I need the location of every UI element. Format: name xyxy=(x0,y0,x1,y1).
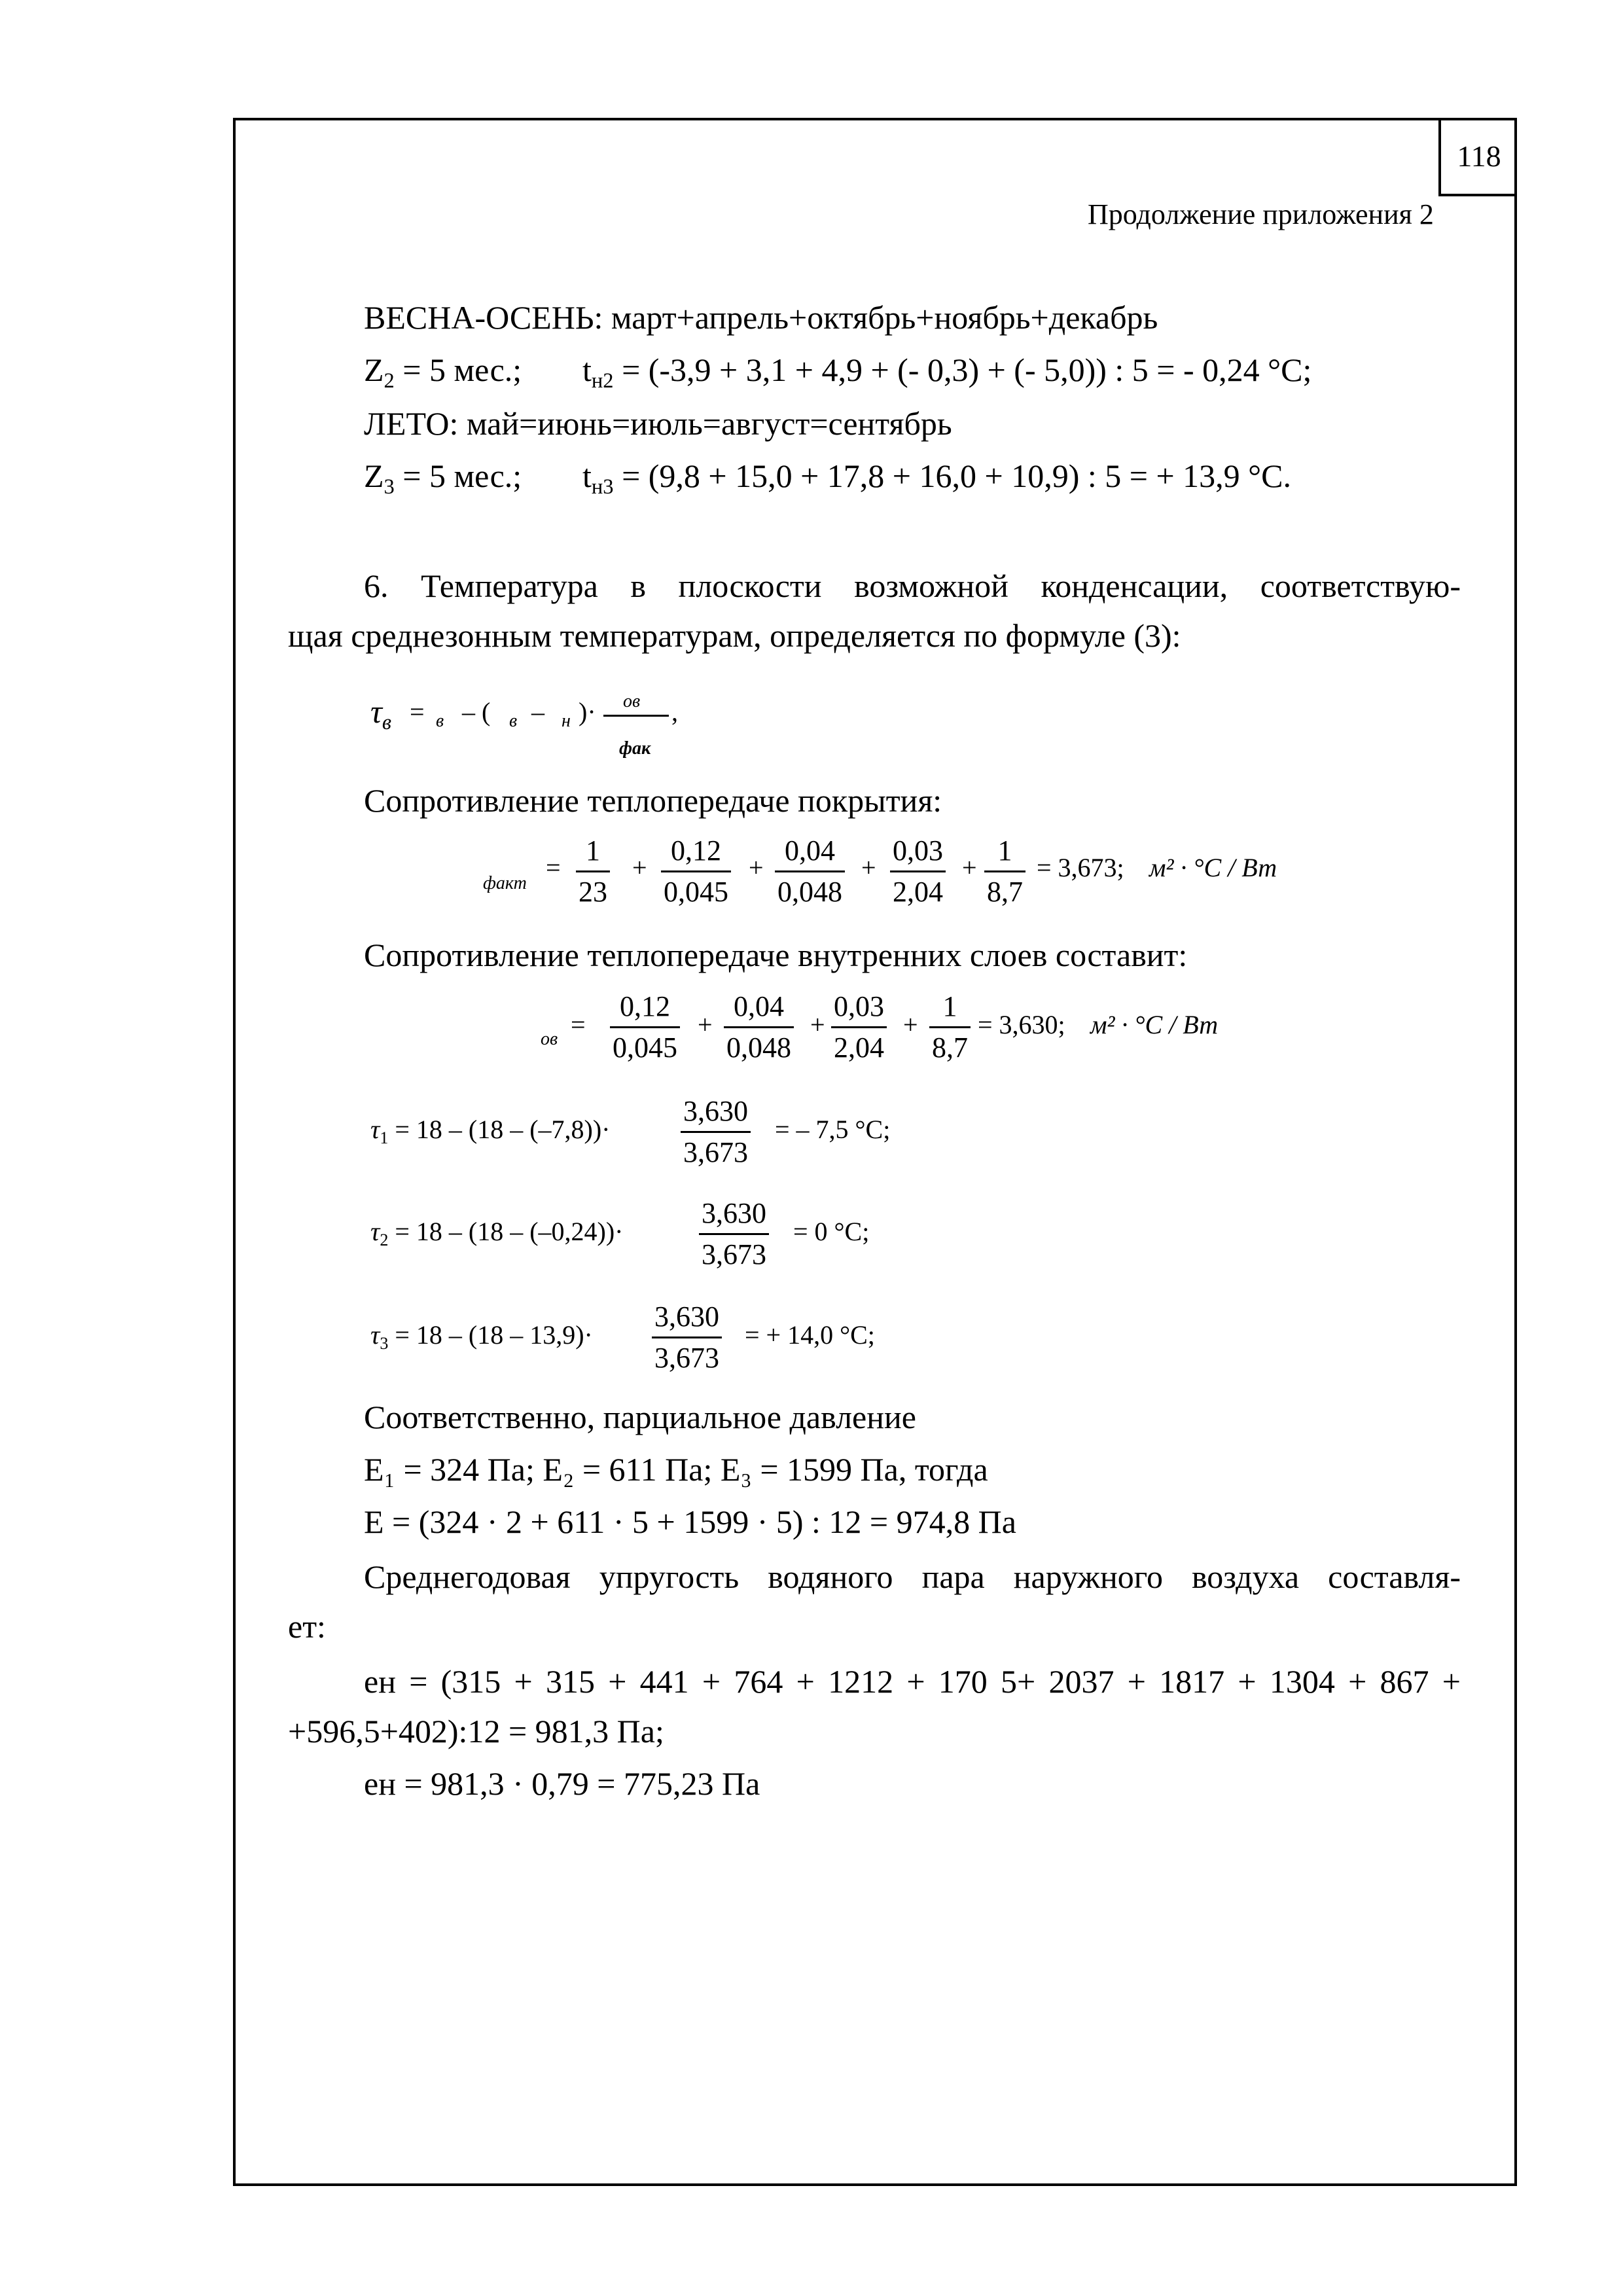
tau-minus: – ( xyxy=(462,697,491,726)
resist-cover-frac-5: $\frac{1}{8,7}$ xyxy=(984,836,1026,906)
page-number: 118 xyxy=(1438,118,1517,196)
tau-frac-bar xyxy=(603,715,669,717)
item6-line2: щая среднезонным температурам, определяется по формуле (3): xyxy=(288,617,1181,654)
tau3-lhs: $\tau_3 = 18 - (18 - 13,9)\cdot$ xyxy=(370,1320,593,1353)
resist-cover-frac-4: $\frac{0,03}{2,04}$ xyxy=(890,836,946,906)
resist-inner-unit: м² · °C / Вт xyxy=(1090,1010,1219,1039)
z2-value: = 5 мес.; xyxy=(394,351,522,388)
tau1-result: = – 7,5 °C; xyxy=(775,1115,891,1144)
tau-frac-den: фак xyxy=(619,738,651,759)
z2-symbol: Z xyxy=(364,351,384,388)
pressure-line8: eн = 981,3 · 0,79 = 775,23 Па xyxy=(364,1765,760,1802)
z3-subscript: 3 xyxy=(383,475,395,499)
tn3-expression: = (9,8 + 15,0 + 17,8 + 16,0 + 10,9) : 5 = + 13,9 °С. xyxy=(613,457,1291,494)
tau-comma: , xyxy=(671,697,678,726)
tn2-subscript: н2 xyxy=(591,368,614,393)
tau-n: н xyxy=(562,711,571,731)
summer-line: ЛЕТО: май=июнь=июль=август=сентябрь xyxy=(364,405,952,442)
resist-inner-label: Сопротивление теплопередаче внутренних слоев составит: xyxy=(364,937,1188,973)
spring-autumn-line: ВЕСНА-ОСЕНЬ: март+апрель+октябрь+ноябрь+декабрь xyxy=(364,299,1158,336)
tau-close: )· xyxy=(579,697,596,726)
tau2-lhs: $\tau_2 = 18 - (18 - (-0,24))\cdot$ xyxy=(370,1217,624,1249)
z3-line xyxy=(364,457,522,499)
tau-frac-num: ов xyxy=(623,691,641,711)
item6-line1: 6. Температура в плоскости возможной конденсации, соответствую- xyxy=(364,567,1461,604)
tau3-frac: $\frac{3,630}{3,673}$ xyxy=(652,1302,722,1372)
pressure-line3: E = (324 · 2 + 611 · 5 + 1599 · 5) : 12 = 974,8 Па xyxy=(364,1503,1016,1540)
pressure-line7: +596,5+402):12 = 981,3 Па; xyxy=(288,1713,664,1749)
resist-cover-lhs: факт xyxy=(483,873,527,893)
z3-value: = 5 мес.; xyxy=(394,457,522,494)
pressure-line6: eн = (315 + 315 + 441 + 764 + 1212 + 170 5+ 2037 + 1817 + 1304 + 867 + xyxy=(364,1663,1461,1700)
plus: + xyxy=(962,853,977,882)
tau1-lhs: $\tau_1 = 18 - (18 - (-7,8))\cdot$ xyxy=(370,1115,611,1147)
pressure-line1: Соответственно, парциальное давление xyxy=(364,1399,916,1435)
plus: + xyxy=(749,853,764,882)
plus: + xyxy=(698,1010,713,1039)
pressure-line5: ет: xyxy=(288,1608,326,1645)
resist-inner-frac-4: $\frac{1}{8,7}$ xyxy=(929,992,971,1062)
resist-inner-frac-3: $\frac{0,03}{2,04}$ xyxy=(831,992,887,1062)
tau-b2: в xyxy=(509,711,518,731)
resist-cover-label: Сопротивление теплопередаче покрытия: xyxy=(364,782,942,819)
tau3-result: = + 14,0 °C; xyxy=(745,1320,875,1350)
z3-symbol: Z xyxy=(364,457,384,494)
tn2-symbol: t xyxy=(582,351,592,388)
resist-inner-result: = 3,630; xyxy=(978,1010,1065,1039)
z2-subscript: 2 xyxy=(383,368,395,393)
tau-b1: в xyxy=(436,711,444,731)
resist-inner-frac-2: $\frac{0,04}{0,048}$ xyxy=(724,992,794,1062)
plus: + xyxy=(810,1010,825,1039)
tau-minus2: – xyxy=(531,697,544,726)
tn3-symbol: t xyxy=(582,457,592,494)
resist-cover-frac-3: $\frac{0,04}{0,048}$ xyxy=(775,836,845,906)
resist-cover-frac-2: $\frac{0,12}{0,045}$ xyxy=(661,836,731,906)
tau2-result: = 0 °C; xyxy=(793,1217,870,1246)
pressure-line4: Среднегодовая упругость водяного пара наружного воздуха составля- xyxy=(364,1558,1461,1595)
tau2-frac: $\frac{3,630}{3,673}$ xyxy=(699,1199,769,1269)
tn3-line xyxy=(582,457,1291,499)
z2-line xyxy=(364,351,522,393)
resist-inner-lhs: ов xyxy=(541,1029,558,1049)
plus: + xyxy=(903,1010,918,1039)
resist-cover-frac-1: $\frac{1}{23}$ xyxy=(576,836,610,906)
plus: + xyxy=(861,853,876,882)
header-right: Продолжение приложения 2 xyxy=(1088,198,1434,230)
resist-cover-result: = 3,673; xyxy=(1037,853,1124,882)
resist-cover-eq: = xyxy=(546,853,561,882)
resist-inner-eq: = xyxy=(571,1010,586,1039)
plus: + xyxy=(632,853,647,882)
resist-inner-frac-1: $\frac{0,12}{0,045}$ xyxy=(610,992,680,1062)
resist-cover-unit: м² · °C / Вт xyxy=(1149,853,1277,882)
tn2-expression: = (-3,9 + 3,1 + 4,9 + (- 0,3) + (- 5,0)) : 5 = - 0,24 °С; xyxy=(613,351,1312,388)
tn2-line xyxy=(582,351,1312,393)
tau-symbol: $\tau_в$ xyxy=(370,693,392,734)
tau1-frac: $\frac{3,630}{3,673}$ xyxy=(681,1097,751,1167)
tau-eq: = xyxy=(410,697,425,726)
pressure-line2: E₁ = 324 Па; E₂ = 611 Па; E₃ = 1599 Па, тогда xyxy=(364,1451,988,1488)
tn3-subscript: н3 xyxy=(591,475,614,499)
